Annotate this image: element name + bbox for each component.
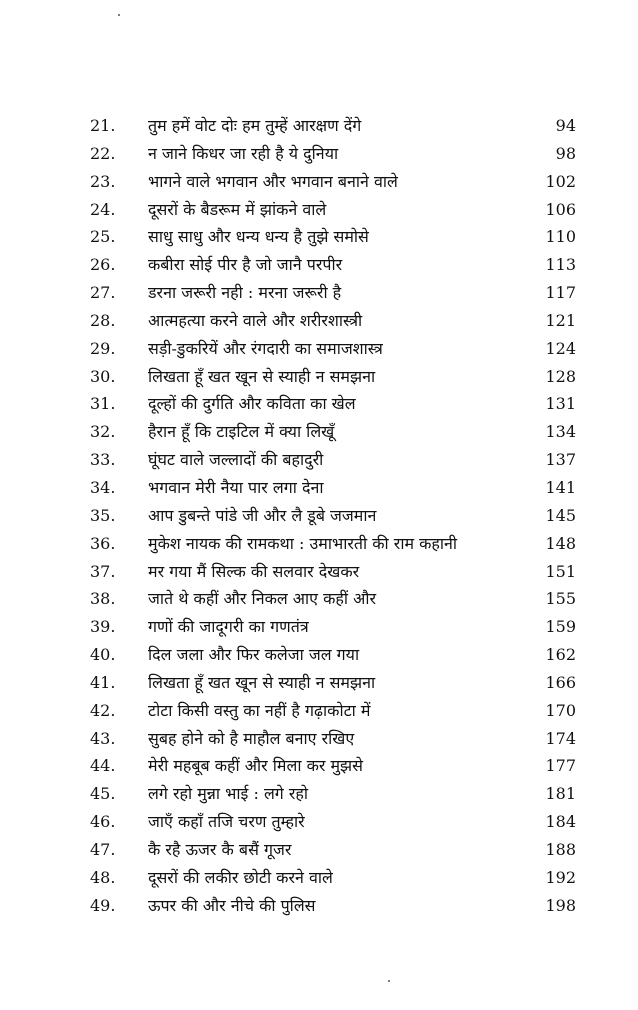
chapter-number: 42.: [90, 700, 116, 720]
toc-entry: [0, 168, 638, 196]
toc-entry: [0, 335, 638, 363]
page-number: 110: [545, 227, 576, 247]
chapter-title: लगे रहो मुन्ना भाई : लगे रहो: [148, 784, 309, 804]
page-number: 170: [545, 700, 576, 720]
chapter-number: 49.: [90, 895, 116, 915]
page-number: 141: [545, 477, 576, 497]
page-number: 128: [545, 366, 576, 386]
toc-entry: [0, 418, 638, 446]
chapter-number: 32.: [90, 422, 116, 442]
page-number: 148: [545, 533, 576, 553]
page-number: 174: [545, 728, 576, 748]
toc-entry: [0, 307, 638, 335]
chapter-title: लिखता हूँ खत खून से स्याही न समझना: [148, 366, 376, 386]
chapter-number: 30.: [90, 366, 116, 386]
chapter-number: 48.: [90, 867, 116, 887]
table-of-contents: [0, 112, 638, 919]
page-number: 117: [545, 283, 576, 303]
toc-entry: [0, 251, 638, 279]
chapter-number: 40.: [90, 645, 116, 665]
chapter-title: दिल जला और फिर कलेजा जल गया: [148, 645, 360, 665]
toc-entry: [0, 223, 638, 251]
toc-entry: [0, 446, 638, 474]
chapter-title: न जाने किधर जा रही है ये दुनिया: [148, 143, 339, 163]
page-number: 98: [555, 143, 576, 163]
chapter-title: आत्महत्या करने वाले और शरीरशास्त्री: [148, 310, 363, 330]
chapter-title: दूल्हों की दुर्गति और कविता का खेल: [148, 394, 356, 414]
page-number: 166: [545, 672, 576, 692]
page-number: 131: [545, 394, 576, 414]
page-number: 177: [545, 756, 576, 776]
page-number: 184: [545, 812, 576, 832]
chapter-number: 38.: [90, 589, 116, 609]
chapter-title: मुकेश नायक की रामकथा : उमाभारती की राम कहानी: [148, 533, 458, 553]
chapter-title: कबीरा सोई पीर है जो जानै परपीर: [148, 255, 343, 275]
toc-entry: [0, 892, 638, 920]
chapter-title: सड़ी-डुकरियें और रंगदारी का समाजशास्त्र: [148, 338, 383, 358]
chapter-title: साधु साधु और धन्य धन्य है तुझे समोसे: [148, 227, 369, 247]
toc-entry: [0, 669, 638, 697]
chapter-number: 29.: [90, 338, 116, 358]
chapter-title: टोटा किसी वस्तु का नहीं है गढ़ाकोटा में: [148, 700, 371, 720]
chapter-title: दूसरों की लकीर छोटी करने वाले: [148, 867, 333, 887]
chapter-number: 34.: [90, 477, 116, 497]
chapter-title: भागने वाले भगवान और भगवान बनाने वाले: [148, 171, 398, 191]
chapter-number: 43.: [90, 728, 116, 748]
chapter-title: घूंघट वाले जल्लादों की बहादुरी: [148, 450, 324, 470]
page-number: 102: [545, 171, 576, 191]
toc-entry: [0, 585, 638, 613]
chapter-title: जाते थे कहीं और निकल आए कहीं और: [148, 589, 377, 609]
toc-entry: [0, 558, 638, 586]
chapter-number: 21.: [90, 116, 116, 135]
toc-entry: [0, 502, 638, 530]
chapter-number: 25.: [90, 227, 116, 247]
chapter-number: 47.: [90, 839, 116, 859]
toc-entry: [0, 363, 638, 391]
chapter-title: मेरी महबूब कहीं और मिला कर मुझसे: [148, 756, 363, 776]
toc-entry: [0, 279, 638, 307]
chapter-title: गणों की जादूगरी का गणतंत्र: [148, 617, 309, 637]
page-number: 198: [545, 895, 576, 915]
page-number: 145: [545, 505, 576, 525]
toc-entry: [0, 864, 638, 892]
chapter-number: 35.: [90, 505, 116, 525]
chapter-number: 45.: [90, 784, 116, 804]
toc-entry: [0, 725, 638, 753]
chapter-title: दूसरों के बैडरूम में झांकने वाले: [148, 199, 327, 219]
chapter-title: आप डुबन्ते पांडे जी और लै डूबे जजमान: [148, 505, 377, 525]
toc-entry: [0, 613, 638, 641]
chapter-title: कै रहै ऊजर कै बसैं गूजर: [148, 839, 292, 859]
toc-entry: [0, 780, 638, 808]
chapter-number: 37.: [90, 561, 116, 581]
page-number: 124: [545, 338, 576, 358]
chapter-title: ऊपर की और नीचे की पुलिस: [148, 895, 316, 915]
chapter-number: 26.: [90, 255, 116, 275]
page-number: 113: [545, 255, 576, 275]
chapter-number: 23.: [90, 171, 116, 191]
toc-entry: [0, 752, 638, 780]
page-number: 137: [545, 450, 576, 470]
chapter-number: 33.: [90, 450, 116, 470]
toc-entry: [0, 390, 638, 418]
chapter-title: तुम हमें वोट दोः हम तुम्हें आरक्षण देंगे: [148, 116, 362, 135]
chapter-number: 28.: [90, 310, 116, 330]
chapter-number: 36.: [90, 533, 116, 553]
chapter-number: 46.: [90, 812, 116, 832]
chapter-number: 31.: [90, 394, 116, 414]
print-speck: [118, 14, 120, 16]
toc-entry: [0, 474, 638, 502]
chapter-title: मर गया मैं सिल्क की सलवार देखकर: [148, 561, 360, 581]
chapter-number: 22.: [90, 143, 116, 163]
toc-entry: [0, 836, 638, 864]
page-number: 188: [545, 839, 576, 859]
page-number: 106: [545, 199, 576, 219]
chapter-number: 44.: [90, 756, 116, 776]
page-number: 121: [545, 310, 576, 330]
chapter-title: हैरान हूँ कि टाइटिल में क्या लिखूँ: [148, 422, 335, 442]
toc-entry: [0, 808, 638, 836]
page-number: 162: [545, 645, 576, 665]
chapter-title: भगवान मेरी नैया पार लगा देना: [148, 477, 324, 497]
toc-entry: [0, 196, 638, 224]
page-number: 134: [545, 422, 576, 442]
page-number: 181: [545, 784, 576, 804]
toc-entry: [0, 641, 638, 669]
chapter-number: 27.: [90, 283, 116, 303]
chapter-title: सुबह होने को है माहौल बनाए रखिए: [148, 728, 355, 748]
toc-entry: [0, 530, 638, 558]
chapter-title: जाएँ कहाँ तजि चरण तुम्हारे: [148, 812, 305, 832]
page-number: 159: [545, 617, 576, 637]
chapter-title: लिखता हूँ खत खून से स्याही न समझना: [148, 672, 376, 692]
page-number: 94: [555, 116, 576, 135]
print-speck: [388, 980, 390, 982]
toc-entry: [0, 112, 638, 140]
page-number: 155: [545, 589, 576, 609]
page-number: 192: [545, 867, 576, 887]
toc-entry: [0, 697, 638, 725]
chapter-number: 24.: [90, 199, 116, 219]
chapter-number: 41.: [90, 672, 116, 692]
chapter-number: 39.: [90, 617, 116, 637]
toc-entry: [0, 140, 638, 168]
chapter-title: डरना जरूरी नही : मरना जरूरी है: [148, 283, 342, 303]
page-number: 151: [545, 561, 576, 581]
